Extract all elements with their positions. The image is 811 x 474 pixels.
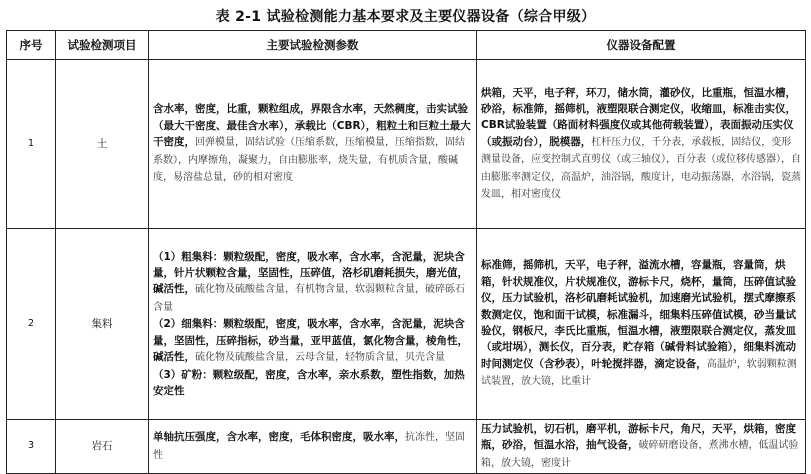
row-item-name: 岩石	[56, 420, 149, 474]
row-params	[149, 420, 477, 474]
bold-text-run: 含水率，密度，比重，颗粒组成，界限含水率，天然稠度，击实试验（最大干密度、最佳含水率），承载比（CBR），粗粒土和巨粒土最大干密度，	[153, 103, 471, 149]
bold-text-run: 压力试验机，切石机，磨平机，游标卡尺，角尺，天平，烘箱，密度瓶，砂浴，恒温水浴，抽气设备，	[481, 423, 796, 452]
cell-paragraph	[153, 429, 472, 464]
row-number: 3	[7, 420, 56, 474]
row-equipment	[477, 420, 806, 474]
bold-text-run: 烘箱，天平，电子秤，环刀，储水筒，灌砂仪，比重瓶，恒温水槽，砂浴，标准筛，摇筛机，液塑限联合测定仪，收缩皿，标准击实仪，CBR试验装置（路面材料强度仪或其他荷载装置），表面振动压实仪（或振动台），脱模器，	[481, 86, 796, 148]
bold-text-run: 标准筛，摇筛机，天平，电子秤，溢流水槽，容量瓶，容量筒，烘箱，针状规准仪，片状规准仪，游标卡尺，烧杯，量筒，压碎值试验仪，压力试验机，洛杉矶磨耗试验机，加速磨光试验机，摆式摩擦系数测定仪，饱和面干试模，标准漏斗，细集料压碎值试模，砂当量试验仪，钢板尺，李氏比重瓶，恒温水槽，液塑限联合测定仪，蒸发皿（或坩埚），测长仪，百分表，贮存箱（碱骨料试验箱），细集料流动时间测定仪（含秒表），叶轮搅拌器，滴定设备，	[481, 259, 796, 370]
row-item-name: 集料	[56, 229, 149, 420]
cell-paragraph	[481, 85, 801, 204]
header-num: 序号	[7, 31, 56, 60]
normal-text-run: 高温炉，软弱颗粒测试装置，放大镜，比重计	[481, 358, 797, 388]
bold-text-run: （3）矿粉：颗粒级配，密度，含水率，亲水系数，塑性指数，加热安定性	[153, 368, 465, 397]
normal-text-run: 破碎研磨设备，煮沸水槽，低温试验箱，放大镜，密度计	[481, 440, 799, 469]
table-row	[7, 420, 806, 474]
bold-text-run: （1）粗集料：颗粒级配，密度，吸水率，含水率，含泥量，泥块含量，针片状颗粒含量，坚固性，压碎值，洛杉矶磨耗损失，磨光值，碱活性，	[153, 250, 468, 296]
bold-text-run: （2）细集料：颗粒级配，密度，吸水率，含水率，含泥量，泥块含量，坚固性，压碎指标，砂当量，亚甲蓝值，氯化物含量，棱角性，碱活性，	[153, 318, 468, 364]
row-equipment	[477, 60, 806, 229]
normal-text-run: 硫化物及硫酸盐含量，云母含量，轻物质含量，贝壳含量	[195, 352, 445, 364]
cell-paragraph	[153, 367, 472, 400]
row-params	[149, 229, 477, 420]
row-item-name: 土	[56, 60, 149, 229]
row-number: 2	[7, 229, 56, 420]
header-params: 主要试验检测参数	[149, 31, 477, 60]
header-item: 试验检测项目	[56, 31, 149, 60]
row-equipment	[477, 229, 806, 420]
table-header-row	[7, 31, 806, 60]
cell-paragraph	[153, 316, 472, 366]
cell-paragraph	[153, 101, 472, 186]
requirements-table	[6, 30, 806, 474]
bold-text-run: 单轴抗压强度，含水率，密度，毛体积密度，吸水率，	[153, 431, 405, 444]
cell-paragraph	[481, 421, 801, 472]
header-equipment: 仪器设备配置	[477, 31, 806, 60]
normal-text-run: 杠杆压力仪，千分表，承载板，固结仪，变形测量设备，应变控制式直剪仪（或三轴仪），百分表（或位移传感器），自由膨胀率测定仪，高温炉，油浴锅，酸度计，电动振荡器，水浴锅，瓷蒸发皿，相对密度仪	[481, 136, 801, 201]
table-row	[7, 60, 806, 229]
row-number: 1	[7, 60, 56, 229]
table-title: 表 2-1 试验检测能力基本要求及主要仪器设备（综合甲级）	[215, 9, 596, 25]
row-params	[149, 60, 477, 229]
normal-text-run: 硫化物及硫酸盐含量，有机物含量，软弱颗粒含量，破碎砾石含量	[153, 284, 465, 313]
normal-text-run: 回弹模量，固结试验（压缩系数，压缩模量，压缩指数，固结系数），内摩擦角，凝聚力，自由膨胀率，烧失量，有机质含量，酸碱度，易溶盐总量，砂的相对密度	[153, 137, 465, 184]
cell-paragraph	[481, 257, 801, 390]
cell-paragraph	[153, 249, 472, 317]
normal-text-run: 抗冻性，坚固性	[153, 432, 465, 461]
table-row	[7, 229, 806, 420]
